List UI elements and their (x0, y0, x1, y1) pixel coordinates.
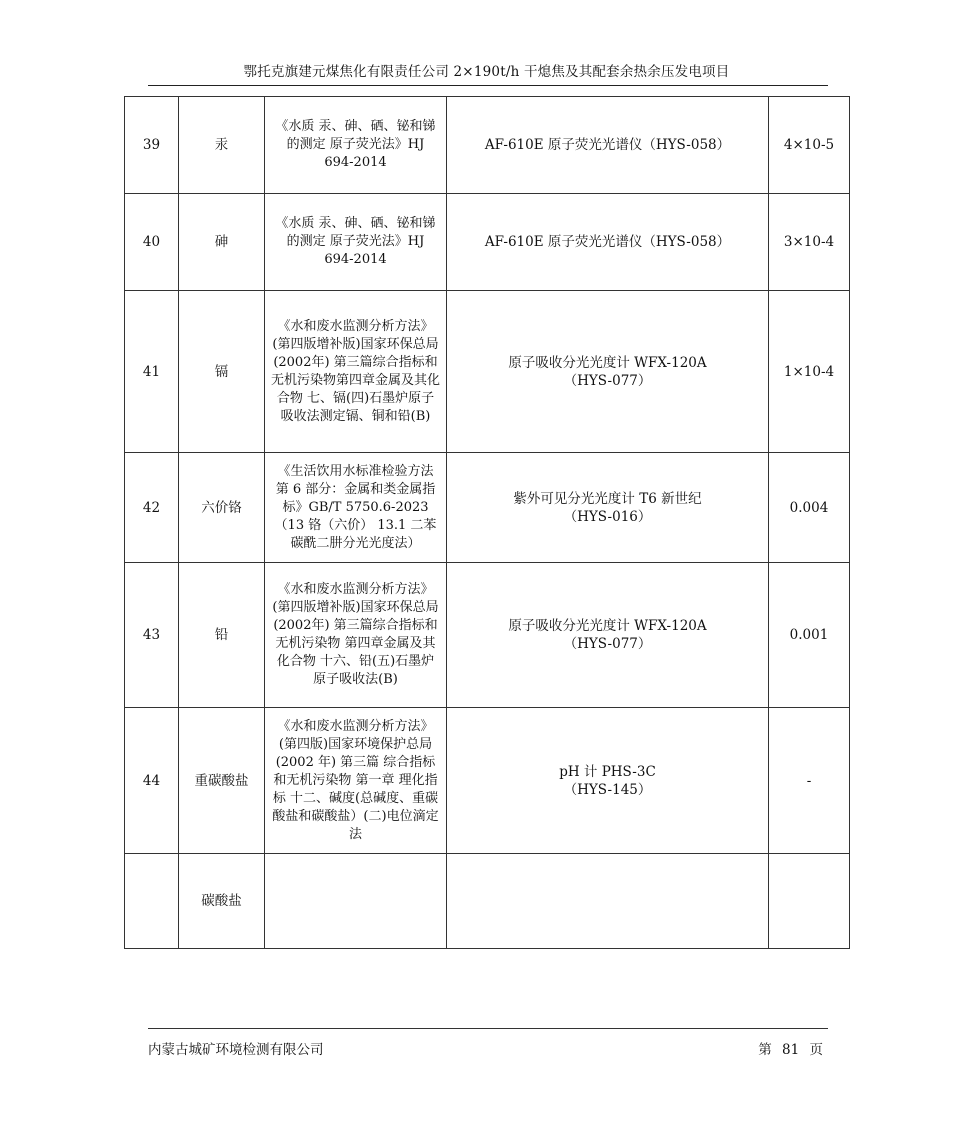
item-name: 砷 (179, 194, 265, 291)
method-standard: 《水质 汞、砷、硒、铋和锑的测定 原子荧光法》HJ 694-2014 (265, 97, 447, 194)
instrument-id: （HYS-145） (563, 781, 652, 798)
table-row (125, 291, 850, 453)
instrument (447, 291, 769, 453)
item-name: 镉 (179, 291, 265, 453)
instrument-id: （HYS-077） (563, 636, 652, 652)
instrument (447, 97, 769, 194)
table-row (125, 194, 850, 291)
instrument-id: （HYS-016） (563, 508, 652, 525)
row-number: 43 (125, 563, 179, 708)
instrument-id: （HYS-077） (563, 372, 652, 389)
detection-limit: 0.001 (769, 563, 850, 708)
footer-company: 内蒙古城矿环境检测有限公司 (148, 1042, 324, 1058)
row-number: 40 (125, 194, 179, 291)
method-standard: 《水和废水监测分析方法》(第四版增补版)国家环保总局(2002年) 第三篇综合指标和无机污染物第四章金属及其化合物 七、镉(四)石墨炉原子吸收法测定镉、铜和铅(B) (265, 291, 447, 453)
detection-limit: 3×10-4 (769, 194, 850, 291)
instrument (447, 708, 769, 854)
table-row (125, 854, 850, 949)
instrument (447, 854, 769, 949)
table-row (125, 453, 850, 563)
page-indicator (758, 1038, 823, 1058)
item-name: 六价铬 (179, 453, 265, 563)
detection-limit: - (769, 708, 850, 854)
table-row (125, 97, 850, 194)
row-number (125, 854, 179, 949)
instrument-name: pH 计 PHS-3C (559, 763, 656, 780)
header-divider (148, 85, 828, 86)
item-name: 汞 (179, 97, 265, 194)
instrument-name: AF-610E 原子荧光光谱仪（HYS-058） (484, 137, 731, 153)
detection-limit: 1×10-4 (769, 291, 850, 453)
item-name: 铅 (179, 563, 265, 708)
instrument (447, 453, 769, 563)
page-suffix: 页 (809, 1042, 823, 1058)
page-prefix: 第 (758, 1042, 772, 1058)
method-standard: 《生活饮用水标准检验方法 第 6 部分：金属和类金属指标》GB/T 5750.6-2023（13 铬（六价） 13.1 二苯碳酰二肼分光光度法） (265, 453, 447, 563)
table-row (125, 708, 850, 854)
instrument (447, 194, 769, 291)
detection-limit: 4×10-5 (769, 97, 850, 194)
row-number: 42 (125, 453, 179, 563)
instrument (447, 563, 769, 708)
method-standard: 《水和废水监测分析方法》(第四版)国家环境保护总局(2002 年) 第三篇 综合指标和无机污染物 第一章 理化指标 十二、碱度(总碱度、重碳酸盐和碳酸盐）(二)电位滴定法 (265, 708, 447, 854)
method-standard: 《水质 汞、砷、硒、铋和锑的测定 原子荧光法》HJ 694-2014 (265, 194, 447, 291)
footer-divider (148, 1028, 828, 1029)
table-row (125, 563, 850, 708)
row-number: 39 (125, 97, 179, 194)
methods-table (124, 96, 850, 949)
item-name: 重碳酸盐 (179, 708, 265, 854)
instrument-name: 原子吸收分光光度计 WFX-120A (508, 354, 707, 371)
method-standard: 《水和废水监测分析方法》(第四版增补版)国家环保总局(2002年) 第三篇综合指标和无机污染物 第四章金属及其化合物 十六、铅(五)石墨炉原子吸收法(B) (265, 563, 447, 708)
instrument-name: 原子吸收分光光度计 WFX-120A (508, 618, 707, 634)
instrument-name: AF-610E 原子荧光光谱仪（HYS-058） (484, 234, 731, 250)
detection-limit: 0.004 (769, 453, 850, 563)
row-number: 44 (125, 708, 179, 854)
item-name: 碳酸盐 (179, 854, 265, 949)
page-header-title: 鄂托克旗建元煤焦化有限责任公司 2×190t/h 干熄焦及其配套余热余压发电项目 (243, 64, 730, 80)
row-number: 41 (125, 291, 179, 453)
instrument-name: 紫外可见分光光度计 T6 新世纪 (513, 490, 702, 507)
page-number: 81 (782, 1042, 800, 1058)
method-standard (265, 854, 447, 949)
detection-limit (769, 854, 850, 949)
